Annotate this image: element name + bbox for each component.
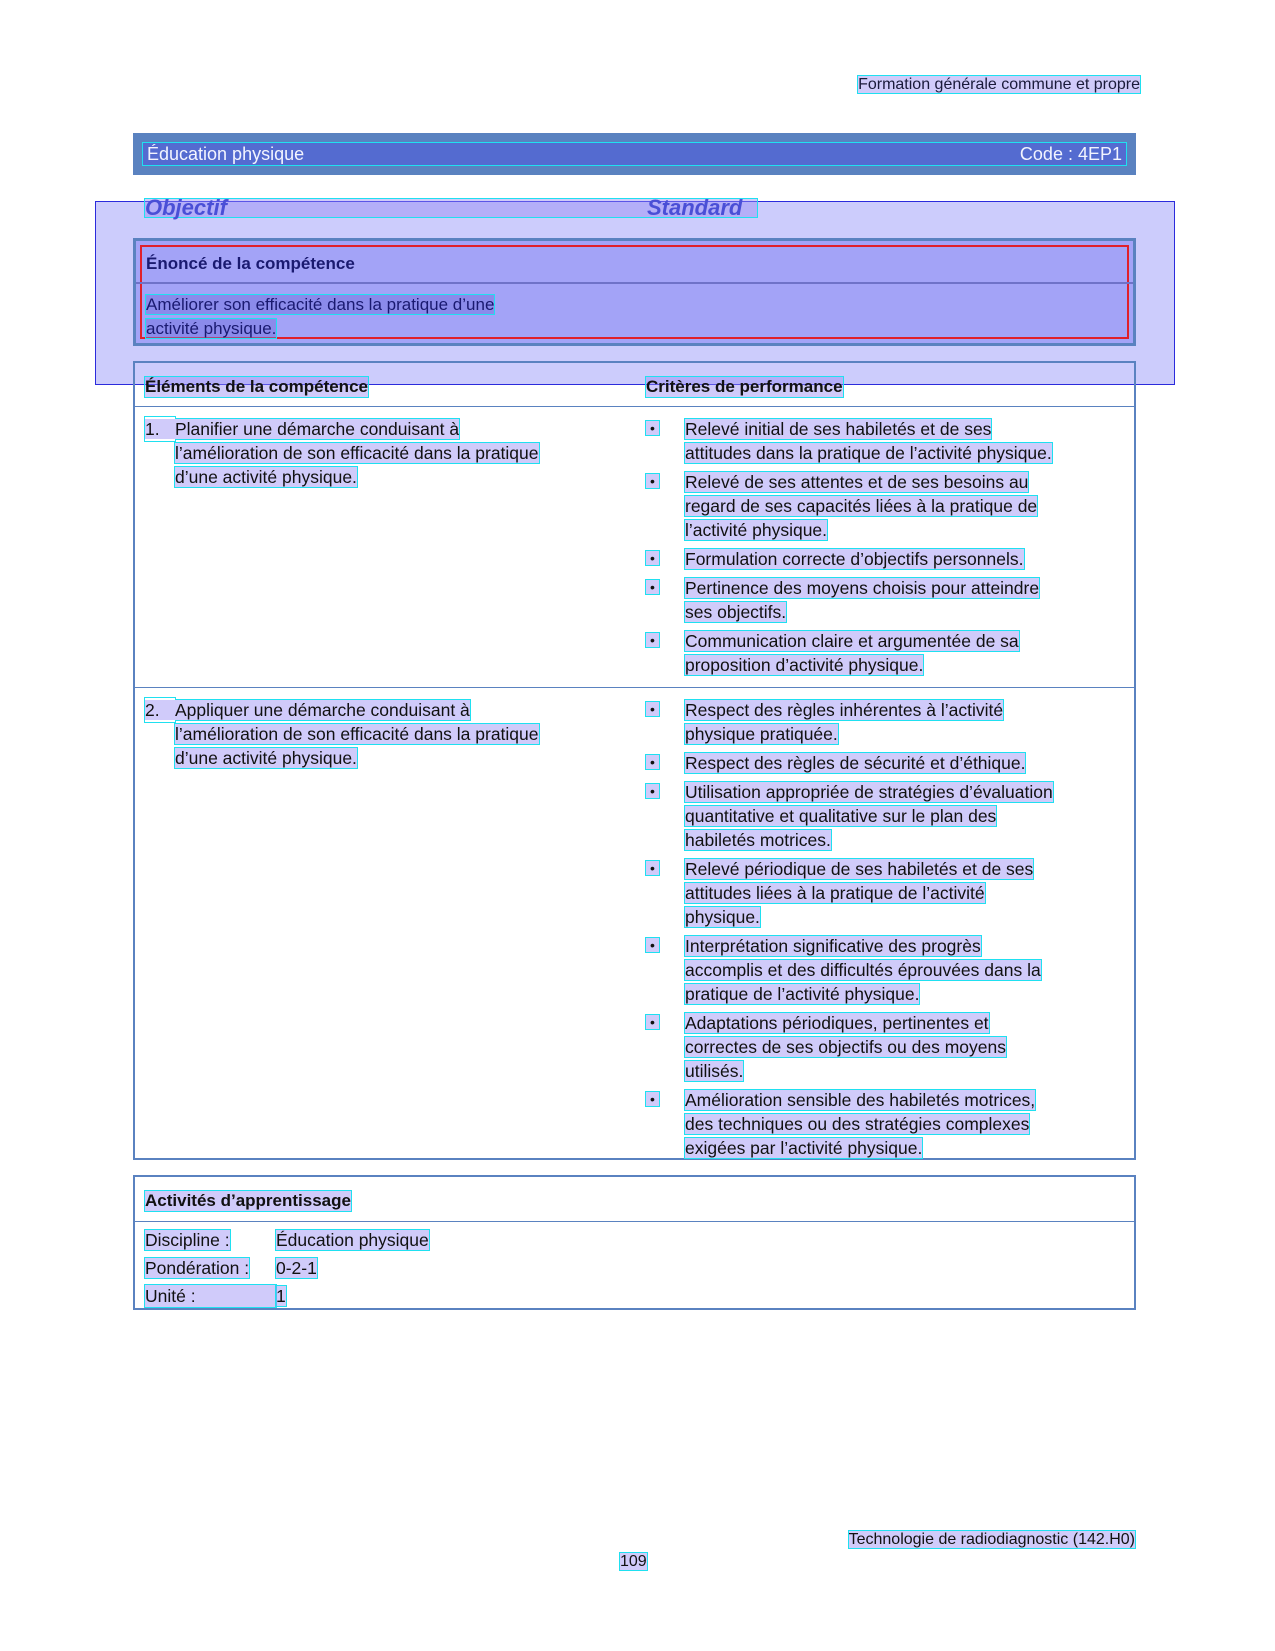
criterion-line: Respect des règles de sécurité et d’éthique. — [685, 753, 1026, 773]
criterion-line: Respect des règles inhérentes à l’activité — [685, 700, 1004, 720]
criterion-line: l’activité physique. — [685, 520, 828, 540]
criterion-line: regard de ses capacités liées à la pratique de — [685, 496, 1038, 516]
bullet-icon: • — [646, 421, 659, 435]
activites-heading: Activités d’apprentissage — [145, 1191, 351, 1210]
criterion-line: exigées par l’activité physique. — [685, 1138, 923, 1158]
element-line: l’amélioration de son efficacité dans la pratique — [175, 724, 539, 744]
criterion-item — [646, 751, 1116, 775]
criterion-line: attitudes dans la pratique de l’activité physique. — [685, 443, 1052, 463]
footer-program — [849, 1531, 1135, 1549]
element-1 — [145, 417, 610, 489]
criterion-item — [646, 1011, 1116, 1083]
enonce-box — [133, 238, 1136, 346]
criterion-line: Relevé de ses attentes et de ses besoins au — [685, 472, 1029, 492]
objective-row — [145, 195, 757, 220]
criterion-line: Pertinence des moyens choisis pour atteindre — [685, 578, 1040, 598]
unite-value: 1 — [276, 1286, 286, 1306]
title-bar-inner — [143, 143, 1126, 165]
unite-line — [145, 1285, 286, 1307]
element-line: Appliquer une démarche conduisant à — [175, 700, 470, 720]
objectif-label: Objectif — [145, 195, 227, 220]
element-line: d’une activité physique. — [175, 467, 357, 487]
enonce-heading: Énoncé de la compétence — [146, 254, 355, 273]
criterion-line: Adaptations périodiques, pertinentes et — [685, 1013, 989, 1033]
criterion-line: Formulation correcte d’objectifs personnels. — [685, 549, 1024, 569]
criterion-line: Utilisation appropriée de stratégies d’évaluation — [685, 782, 1053, 802]
criterion-item — [646, 470, 1116, 542]
discipline-line — [145, 1229, 429, 1251]
competence-table — [133, 361, 1136, 1160]
competence-row-1 — [135, 407, 1134, 688]
discipline-title: Éducation physique — [147, 143, 305, 164]
bullet-icon: • — [646, 633, 659, 647]
criterion-line: Relevé périodique de ses habiletés et de ses — [685, 859, 1034, 879]
criterion-line: attitudes liées à la pratique de l’activité — [685, 883, 985, 903]
col-elements-header: Éléments de la compétence — [145, 377, 368, 396]
enonce-line: Améliorer son efficacité dans la pratique d’une — [146, 295, 495, 314]
element-line: l’amélioration de son efficacité dans la pratique — [175, 443, 539, 463]
footer-program-text: Technologie de radiodiagnostic (142.H0) — [848, 1531, 1135, 1548]
criterion-line: Interprétation significative des progrès — [685, 936, 981, 956]
criterion-item — [646, 698, 1116, 746]
page-number-text: 109 — [620, 1553, 647, 1570]
criterion-line: physique pratiquée. — [685, 724, 838, 744]
bullet-icon: • — [646, 1015, 659, 1029]
criterion-line: correctes de ses objectifs ou des moyens — [685, 1037, 1006, 1057]
running-header — [858, 76, 1140, 94]
criterion-line: accomplis et des difficultés éprouvées dans la — [685, 960, 1041, 980]
criterion-line: Amélioration sensible des habiletés motrices, — [685, 1090, 1036, 1110]
criterion-item — [646, 1088, 1116, 1160]
bullet-icon: • — [646, 580, 659, 594]
criterion-item — [646, 547, 1116, 571]
criteria-list-2 — [646, 698, 1116, 1165]
criterion-line: utilisés. — [685, 1061, 744, 1081]
bullet-icon: • — [646, 702, 659, 716]
bullet-icon: • — [646, 861, 659, 875]
element-number: 1. — [145, 419, 160, 439]
element-2 — [145, 698, 610, 770]
criterion-item — [646, 417, 1116, 465]
ponderation-line — [145, 1257, 317, 1279]
activites-box — [133, 1175, 1136, 1310]
unite-label: Unité : — [145, 1286, 196, 1306]
criterion-line: ses objectifs. — [685, 602, 787, 622]
criterion-line: Communication claire et argumentée de sa — [685, 631, 1019, 651]
bullet-icon: • — [646, 755, 659, 769]
bullet-icon: • — [646, 551, 659, 565]
competence-table-header — [135, 363, 1134, 407]
discipline-value: Éducation physique — [276, 1230, 429, 1250]
criterion-item — [646, 857, 1116, 929]
standard-label: Standard — [647, 195, 743, 220]
criterion-item — [646, 576, 1116, 624]
criterion-line: proposition d’activité physique. — [685, 655, 924, 675]
enonce-line: activité physique. — [146, 319, 277, 338]
bullet-icon: • — [646, 784, 659, 798]
enonce-divider — [136, 282, 1133, 284]
criterion-item — [646, 934, 1116, 1006]
criterion-line: quantitative et qualitative sur le plan des — [685, 806, 997, 826]
criterion-line: pratique de l’activité physique. — [685, 984, 920, 1004]
title-bar — [133, 133, 1136, 175]
criterion-line: Relevé initial de ses habiletés et de ses — [685, 419, 992, 439]
ponderation-value: 0-2-1 — [276, 1258, 317, 1278]
enonce-text — [146, 293, 646, 341]
bullet-icon: • — [646, 474, 659, 488]
element-line: Planifier une démarche conduisant à — [175, 419, 460, 439]
bullet-icon: • — [646, 938, 659, 952]
page-number — [620, 1553, 647, 1571]
element-number: 2. — [145, 700, 160, 720]
running-header-text: Formation générale commune et propre — [858, 76, 1140, 93]
ponderation-label: Pondération : — [145, 1258, 250, 1278]
criterion-item — [646, 780, 1116, 852]
activites-header — [135, 1177, 1134, 1222]
col-criteres-header: Critères de performance — [646, 377, 843, 396]
criterion-line: habiletés motrices. — [685, 830, 831, 850]
criterion-line: des techniques ou des stratégies complexes — [685, 1114, 1030, 1134]
criterion-line: physique. — [685, 907, 760, 927]
element-line: d’une activité physique. — [175, 748, 357, 768]
bullet-icon: • — [646, 1092, 659, 1106]
criterion-item — [646, 629, 1116, 677]
course-code: Code : 4EP1 — [1019, 143, 1122, 164]
discipline-label: Discipline : — [145, 1230, 230, 1250]
criteria-list-1 — [646, 417, 1116, 682]
